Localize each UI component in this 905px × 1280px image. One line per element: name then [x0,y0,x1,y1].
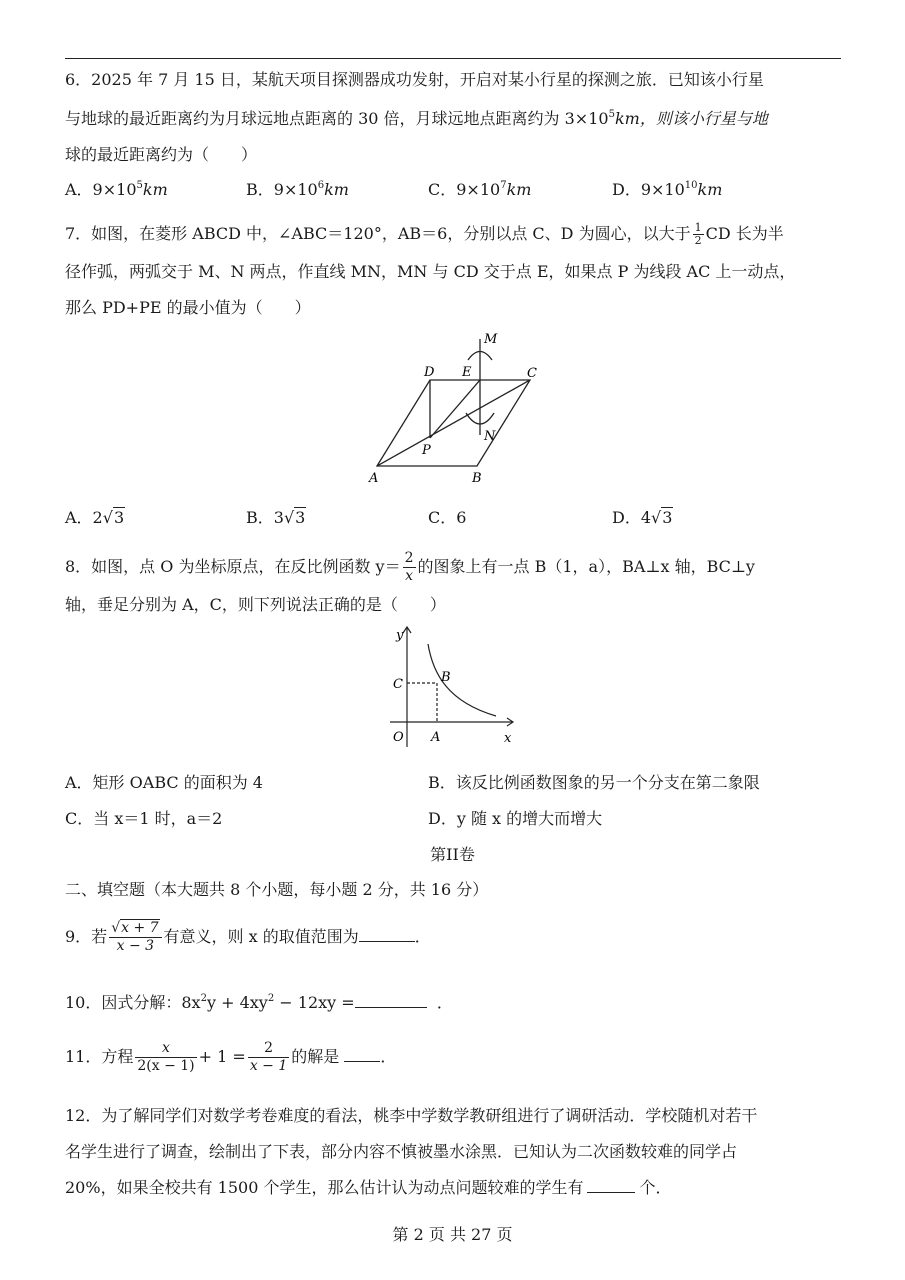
label-y: y [396,628,404,643]
label-d: D [424,365,435,380]
label-c: C [393,677,403,692]
q11-line: 11．方程 $\frac{x}{2(x - 1)}$ + 1 = $\frac{2}{x - 1}$ 的解是 ． [65,1040,397,1074]
q9-answer-blank[interactable] [359,927,415,942]
q9-line: 9．若 $\frac{√x + 7}{x - 3}$ 有意义，则 x 的取值范围为 ． [65,920,431,954]
q8-fraction: $\frac{2}{x}$ [404,550,414,584]
q6-option-c: C．$9\times 10^7km$ [428,180,532,199]
q6-line1: 6．2025 年 7 月 15 日，某航天项目探测器成功发射，开启对某小行星的探测之旅．已知该小行星 [65,70,764,89]
part2-title: 第II卷 [430,845,475,864]
q6-option-b: B．$9\times 10^6km$ [246,180,349,199]
label-p: P [422,443,431,458]
q7-option-d: D．4√3 [612,508,673,527]
label-m: M [484,332,498,347]
page-footer: 第 2 页 共 27 页 [392,1225,513,1244]
label-b: B [472,471,482,486]
q8-line2: 轴，垂足分别为 A，C，则下列说法正确的是（ ） [65,595,446,614]
q8-option-d: D．y 随 x 的增大而增大 [428,809,603,828]
label-o: O [393,730,404,745]
q6-line2: 与地球的最近距离约为月球远地点距离的 30 倍，月球远地点距离约为 $3\times 10^5km$，则该小行星与地 [65,109,768,128]
top-rule [65,58,841,59]
label-n: N [484,429,496,444]
q8-option-c: C．当 x＝1 时，a＝2 [65,809,223,828]
q7-line1: 7．如图，在菱形 ABCD 中，∠ABC＝120°，AB＝6，分别以点 C、D 为圆心，以大于 $\frac{1}{2}$ CD 长为半 [65,221,784,247]
segment-pe [430,380,480,438]
q7-option-b: B．3√3 [246,508,306,527]
diagonal-ac [377,380,530,466]
label-e: E [462,365,472,380]
q10-answer-blank[interactable] [355,993,427,1008]
q7-option-a: A．2√3 [65,508,125,527]
label-a: A [369,471,379,486]
label-a: A [431,730,441,745]
q7-option-c: C．6 [428,508,467,527]
label-x: x [504,731,512,746]
q8-line1: 8．如图，点 O 为坐标原点，在反比例函数 y＝ $\frac{2}{x}$ 的图象上有一点 B（1，a），BA⊥x 轴，BC⊥y [65,550,755,584]
q12-line2: 名学生进行了调查，绘制出了下表，部分内容不慎被墨水涂黑．已知认为二次函数较难的同学占 [65,1142,738,1161]
hyperbola-curve [428,644,496,716]
q6-line3: 球的最近距离约为（ ） [65,145,258,164]
q7-fraction: $\frac{1}{2}$ [694,221,702,247]
q9-fraction: $\frac{√x + 7}{x - 3}$ [109,920,161,955]
q10-line: 10．因式分解：$8x^2y + 4xy^2 - 12xy$ = ． [65,993,453,1012]
label-b: B [441,670,451,685]
q6-option-d: D．$9\times 10^{10}km$ [612,180,723,199]
q11-fraction-1: $\frac{x}{2(x - 1)}$ [137,1040,195,1074]
q12-line3: 20%，如果全校共有 1500 个学生，那么估计认为动点问题较难的学生有 个． [65,1178,672,1197]
q8-option-a: A．矩形 OABC 的面积为 4 [65,773,263,792]
rhombus-figure [360,325,550,490]
q11-fraction-2: $\frac{2}{x - 1}$ [249,1040,288,1074]
q7-line2: 径作弧，两弧交于 M、N 两点，作直线 MN，MN 与 CD 交于点 E，如果点 P 为线段 AC 上一动点， [65,262,796,281]
hyperbola-figure [388,622,518,752]
label-c: C [527,366,537,381]
q8-option-b: B．该反比例函数图象的另一个分支在第二象限 [428,773,760,792]
q7-line3: 那么 PD+PE 的最小值为（ ） [65,298,311,317]
q12-answer-blank[interactable] [587,1178,635,1193]
q12-line1: 12．为了解同学们对数学考卷难度的看法，桃李中学数学教研组进行了调研活动．学校随机对若干 [65,1106,758,1125]
section2-heading: 二、填空题（本大题共 8 个小题，每小题 2 分，共 16 分） [65,880,489,899]
q11-answer-blank[interactable] [344,1047,380,1062]
q6-option-a: A．$9\times 10^5km$ [65,180,168,199]
